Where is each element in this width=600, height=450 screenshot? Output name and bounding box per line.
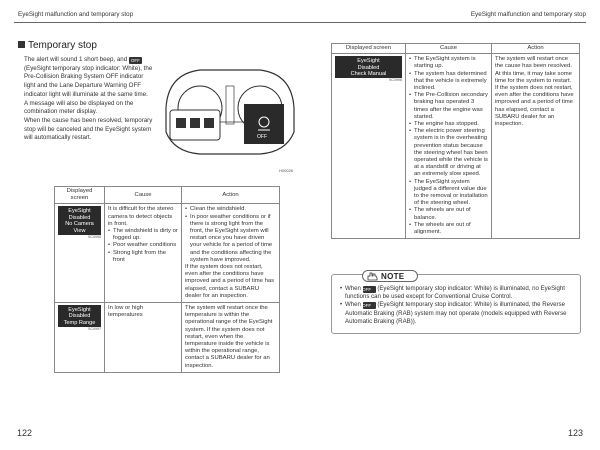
display-cell: [55, 204, 105, 303]
display-screen: EyeSight Disabled Temp Range: [58, 305, 101, 327]
col-header-action: Action: [492, 44, 580, 54]
col-header-display: Displayed screen: [332, 44, 406, 54]
paragraph-alert: The alert will sound 1 short beep, and OFF (EyeSight temporary stop indicator: White), the Pre-Collision Braking System OFF indicator light and the Lane Departure Warning OFF indicator light will illuminate at the same time.: [24, 56, 153, 98]
page-number-left: 122: [17, 428, 33, 438]
display-cell: [55, 303, 105, 373]
action-cell: The system will restart once the temperature is within the operational range of the EyeSight system. If the system does not restart, even when the temperature inside the vehicle is within the operational range, contact a SUBARU dealer for an inspection.: [182, 303, 280, 373]
display-screen: EyeSight Disabled Check Manual: [335, 56, 402, 78]
eyesight-off-icon: OFF: [363, 302, 376, 309]
display-cell: [332, 54, 406, 239]
action-cell: • Clean the windshield. • In poor weather conditions or if there is strong light from the front, the EyeSight system will restart once you have driven your vehicle for a period of time and the conditions affecting the system have improved. If the system does not restart, even after the conditions have improved and a period of time has elapsed, contact a SUBARU dealer for an inspection.: [182, 204, 280, 303]
cause-cell: It is difficult for the stereo camera to detect objects in front. • The windshield is dirty or fogged up. • Poor weather conditions • Strong light from the front: [105, 204, 182, 303]
cause-cell: • The EyeSight system is starting up. • The system has determined that the vehicle is extremely inclined. • The Pre-Collision secondary braking has operated 3 times after the engine was started. • The engine has stopped. • The electric power steering system is in the overheating prevention status because the steering wheel has been operated while the vehicle is at a standstill or driving at an extremely slow speed. • The EyeSight system judged a different value due to the removal or installation of the steering wheel. • The wheels are out of balance. • The wheels are out of alignment.: [406, 54, 492, 239]
display-code: SC0995: [88, 235, 101, 240]
display-screen: EyeSight Disabled No Camera View: [58, 206, 101, 235]
combination-meter-illustration: [160, 56, 300, 174]
svg-text:OFF: OFF: [257, 134, 267, 140]
page-header-left: EyeSight malfunction and temporary stop: [18, 11, 134, 18]
note-heading: NOTE: [362, 270, 418, 282]
section-title: Temporary stop: [18, 40, 97, 51]
right-table: [331, 43, 580, 239]
illustration-code: H00026: [279, 168, 294, 173]
list-item: • When OFF (EyeSight temporary stop indicator: White) is illuminated, the Reverse Automatic Braking (RAB) system may not operate (models equipped with Reverse Automatic Braking (RAB)).: [340, 301, 578, 326]
eyesight-off-icon: OFF: [363, 286, 376, 293]
note-box: [331, 274, 581, 334]
display-code: SC0996: [389, 78, 402, 83]
note-hand-icon: [367, 272, 378, 281]
square-bullet-icon: [18, 41, 25, 48]
cause-cell: In low or high temperatures: [105, 303, 182, 373]
left-table-header-row: [55, 187, 280, 204]
page-header-right: EyeSight malfunction and temporary stop: [470, 11, 586, 18]
section-body: [24, 56, 156, 143]
table-row: [332, 54, 580, 239]
note-list: [340, 285, 578, 326]
paragraph-message: A message will also be displayed on the combination meter display.: [24, 99, 134, 116]
paragraph-restart: When the cause has been resolved, temporary stop will be canceled and the EyeSight system will automatically restart.: [24, 116, 153, 142]
action-cell: The system will restart once the cause has been resolved. At this time, it may take some time for the system to restart. If the system does not restart, even after the conditions have improved and a period of time has elapsed, contact a SUBARU dealer for an inspection.: [492, 54, 580, 239]
list-item: • When OFF (EyeSight temporary stop indicator: White) is illuminated, no EyeSight functions can be used except for Conventional Cruise Control.: [340, 285, 578, 301]
col-header-action: Action: [182, 187, 280, 204]
table-row: [55, 303, 280, 373]
page-number-right: 123: [567, 428, 583, 438]
eyesight-off-icon: OFF: [130, 58, 140, 63]
col-header-cause: Cause: [406, 44, 492, 54]
display-code: SC0997: [88, 327, 101, 332]
col-header-cause: Cause: [105, 187, 182, 204]
header-divider: [14, 22, 586, 23]
col-header-display: Displayed screen: [55, 187, 105, 204]
table-row: [55, 204, 280, 303]
left-table: [54, 186, 280, 373]
right-table-header-row: [332, 44, 580, 54]
